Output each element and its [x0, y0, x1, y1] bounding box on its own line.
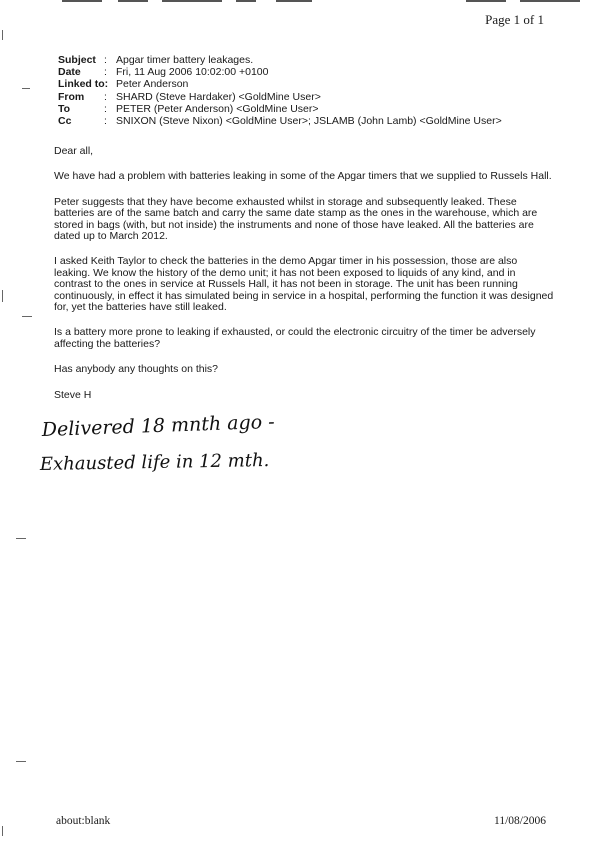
- page-number: Page 1 of 1: [485, 12, 544, 27]
- date-label: Date: [58, 66, 81, 79]
- scan-top-edge: [0, 0, 612, 6]
- date-row: Date : Fri, 11 Aug 2006 10:02:00 +0100: [58, 66, 269, 79]
- from-label: From: [58, 90, 85, 103]
- footer-url: about:blank: [56, 815, 111, 827]
- footer-date: 11/08/2006: [494, 815, 546, 827]
- scan-speck: [16, 538, 26, 539]
- handwritten-line-1: Delivered 18 mnth ago -: [41, 410, 275, 441]
- linked-to-value: Peter Anderson: [116, 78, 189, 91]
- subject-row: Subject : Apgar timer battery leakages.: [58, 54, 254, 66]
- cc-label: Cc: [58, 115, 72, 128]
- handwritten-note: [38, 410, 338, 490]
- to-value: PETER (Peter Anderson) <GoldMine User>: [116, 102, 319, 115]
- scan-speck: [2, 826, 3, 836]
- signoff: Steve H: [54, 388, 92, 401]
- paragraph-2: Peter suggests that they have become exhausted whilst in storage and subsequently leaked. These batteries are of the same batch and carry the same date stamp as the ones in the warehouse, which are stored in bags (with, but not inside) the instruments and none of those have leaked. All the batteries are dated up to March 2012.: [54, 195, 538, 243]
- handwritten-line-2: Exhausted life in 12 mth.: [39, 449, 270, 475]
- paragraph-1: We have had a problem with batteries leaking in some of the Apgar timers that we supplied to Russels Hall.: [54, 170, 552, 183]
- scan-speck: [22, 88, 30, 89]
- cc-value: SNIXON (Steve Nixon) <GoldMine User>; JSLAMB (John Lamb) <GoldMine User>: [116, 115, 502, 128]
- linked-to-label: Linked to:: [58, 78, 109, 91]
- to-label: To: [58, 102, 71, 115]
- cc-row: Cc : SNIXON (Steve Nixon) <GoldMine User>; JSLAMB (John Lamb) <GoldMine User>: [58, 115, 502, 128]
- paragraph-3: I asked Keith Taylor to check the batteries in the demo Apgar timer in his possession, those are also leaking. We know the history of the demo unit; it has not been exposed to liquids of any kind, and in contrast to the ones in service at Russels Hall, it has not been in storage. The unit has been running continuously, in effect it has simulated being in service in a hospital, performing the function it was designed for, yet the batteries have still leaked.: [54, 255, 554, 314]
- paragraph-4: Is a battery more prone to leaking if exhausted, or could the electronic circuitry of the timer be adversely affecting the batteries?: [54, 326, 536, 350]
- scan-speck: [16, 761, 26, 762]
- linked-to-row: [58, 78, 502, 90]
- email-header: [58, 54, 502, 127]
- date-value: Fri, 11 Aug 2006 10:02:00 +0100: [116, 66, 269, 79]
- greeting: Dear all,: [54, 145, 94, 157]
- subject-value: Apgar timer battery leakages.: [116, 54, 254, 66]
- email-body: [54, 146, 554, 413]
- from-value: SHARD (Steve Hardaker) <GoldMine User>: [116, 90, 321, 103]
- to-row: To : PETER (Peter Anderson) <GoldMine User>: [58, 102, 319, 115]
- scan-speck: [22, 316, 32, 317]
- subject-label: Subject: [58, 54, 96, 66]
- scan-speck: [2, 30, 3, 40]
- paragraph-5: Has anybody any thoughts on this?: [54, 363, 219, 376]
- scan-speck: [2, 290, 3, 302]
- from-row: From : SHARD (Steve Hardaker) <GoldMine User>: [58, 90, 321, 103]
